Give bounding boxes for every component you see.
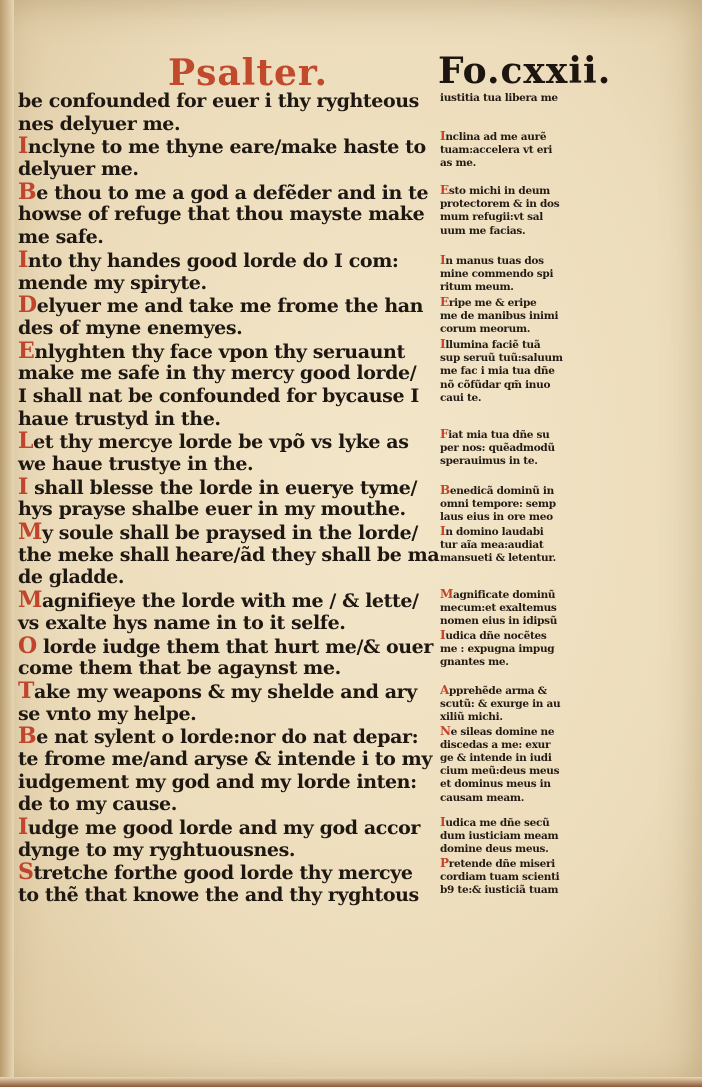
text-line	[18, 337, 432, 364]
text-line	[18, 793, 432, 816]
line-text: me safe.	[18, 226, 104, 249]
page-edge	[0, 1077, 702, 1087]
gloss-text: tuam:accelera vt eri	[440, 144, 553, 157]
gloss-line	[440, 884, 590, 897]
gloss-text: n manus tuas dos	[445, 255, 544, 267]
rubricated-initial: I	[440, 253, 446, 267]
line-text: de gladde.	[18, 566, 125, 589]
rubricated-initial: I	[440, 129, 446, 143]
gloss-text: pprehẽde arma &	[449, 685, 547, 697]
gloss-block	[440, 296, 590, 337]
gloss-line	[440, 296, 590, 310]
text-line	[18, 408, 432, 431]
line-text: I shall nat be confounded for bycause I	[18, 384, 419, 407]
line-text: vs exalte hys name in to it selfe.	[18, 611, 346, 634]
rubricated-initial: A	[440, 683, 450, 697]
gloss-text: ripe me & eripe	[448, 297, 537, 309]
line-text: to thẽ that knowe the and thy ryghtous	[18, 884, 419, 907]
gloss-text: enedicã dominũ in	[449, 485, 554, 497]
gloss-line	[440, 310, 590, 323]
line-text: hys prayse shalbe euer in my mouthe.	[18, 498, 406, 521]
gloss-text: ge & intende in iudi	[440, 752, 552, 765]
gloss-text: e sileas domine ne	[450, 725, 555, 738]
gloss-line	[440, 765, 590, 778]
text-line	[18, 385, 432, 408]
text-line	[18, 178, 432, 205]
line-text: nes delyuer me.	[18, 112, 181, 135]
rubricated-initial: I	[440, 627, 446, 642]
gloss-line	[440, 643, 590, 656]
gloss-text: nõ cõfũdar qm̃ inuo	[440, 378, 551, 391]
text-line	[18, 632, 433, 659]
line-text: elyuer me and take me frome the han	[36, 295, 424, 318]
gloss-line	[440, 711, 590, 724]
gloss-block	[440, 338, 590, 405]
gloss-block	[440, 816, 590, 897]
gloss-line	[440, 92, 590, 105]
gloss-block	[440, 254, 590, 295]
gloss-text: cium meũ:deus meus	[440, 765, 560, 778]
text-line	[18, 612, 432, 635]
gloss-line	[440, 365, 590, 378]
gloss-text: mine commendo spi	[440, 268, 554, 281]
gloss-text: as me.	[440, 157, 477, 170]
rubricated-initial: E	[18, 337, 35, 364]
gloss-text: mansueti & letentur.	[440, 552, 556, 565]
line-text: mende my spiryte.	[18, 271, 207, 294]
gloss-text: mecum:et exaltemus	[440, 602, 557, 615]
text-line	[18, 135, 432, 158]
gloss-line	[440, 684, 590, 698]
gloss-text: gnantes me.	[440, 656, 509, 669]
line-text: iudgement my god and my lorde inten:	[18, 770, 417, 793]
text-line	[18, 748, 432, 771]
gloss-line	[440, 843, 590, 856]
gloss-text: nomen eius in idipsũ	[440, 615, 558, 628]
gloss-text: sto michi in deum	[448, 185, 550, 197]
gloss-line	[440, 857, 590, 871]
text-line	[18, 703, 432, 726]
text-line	[18, 453, 432, 476]
line-text: be confounded for euer i thy ryghteous	[18, 90, 419, 112]
gloss-block	[440, 428, 590, 469]
gloss-text: udica dñe nocẽtes	[445, 629, 547, 642]
gloss-text: discedas a me: exur	[440, 738, 551, 751]
rubricated-initial: I	[18, 814, 28, 840]
gloss-text: cordiam tuam scienti	[440, 870, 560, 883]
text-line	[18, 317, 432, 340]
rubricated-initial: P	[440, 855, 449, 870]
text-line	[18, 272, 432, 295]
gloss-text: sup seruũ tuũ:saluum	[440, 352, 563, 365]
gloss-text: per nos: quẽadmodũ	[440, 442, 555, 455]
gloss-line	[440, 588, 590, 602]
text-line	[18, 362, 432, 385]
line-text: shall blesse the lorde in euerye tyme/	[27, 476, 418, 499]
gloss-block	[440, 184, 590, 238]
gloss-text: me : expugna impug	[440, 642, 555, 655]
line-text: y soule shall be praysed in the lorde/	[41, 522, 418, 545]
line-text: udge me good lorde and my god accor	[27, 817, 420, 839]
line-text: des of myne enemyes.	[18, 316, 243, 339]
gloss-text: sperauimus in te.	[440, 455, 538, 468]
text-line	[18, 113, 432, 136]
gloss-line	[440, 778, 590, 791]
gloss-text: mum refugii:vt sal	[440, 211, 543, 224]
gloss-line	[440, 198, 590, 211]
rubricated-initial: M	[440, 587, 453, 601]
gloss-text: llumina faciẽ tuã	[445, 339, 541, 351]
gloss-text: agnificate dominũ	[452, 589, 556, 601]
gloss-line	[440, 629, 590, 643]
line-text: nto thy handes good lorde do I com:	[27, 249, 399, 272]
text-line	[18, 430, 432, 453]
line-text: tretche forthe good lorde thy mercye	[33, 862, 413, 885]
line-text: we haue trustye in the.	[18, 453, 254, 475]
gloss-line	[440, 184, 590, 198]
line-text: make me safe in thy mercy good lorde/	[18, 362, 417, 385]
gloss-text: xiliũ michi.	[440, 711, 503, 724]
rubricated-initial: M	[18, 519, 42, 546]
line-text: delyuer me.	[18, 158, 139, 181]
rubricated-initial: I	[440, 337, 446, 351]
gloss-text: tur aĩa mea:audiat	[440, 538, 544, 551]
line-text: e thou to me a god a defẽder and in te	[36, 181, 429, 204]
text-line	[18, 861, 432, 884]
gloss-line	[440, 225, 590, 238]
text-line	[18, 657, 432, 680]
gloss-block	[440, 130, 590, 171]
gloss-text: uum me facias.	[440, 224, 526, 237]
gloss-text: ritum meum.	[440, 281, 514, 294]
gloss-line	[440, 830, 590, 843]
rubricated-initial: I	[440, 815, 446, 829]
gloss-line	[440, 698, 590, 711]
gloss-block	[440, 684, 590, 805]
text-line	[18, 725, 432, 748]
line-text: de to my cause.	[18, 793, 177, 816]
rubricated-initial: O	[18, 632, 37, 659]
gloss-block	[440, 484, 590, 565]
text-line	[18, 473, 432, 500]
gloss-line	[440, 725, 590, 739]
gloss-text: corum meorum.	[440, 323, 531, 336]
text-line	[18, 203, 432, 226]
gloss-text: retende dñe miseri	[448, 857, 555, 870]
gloss-line	[440, 871, 590, 884]
rubricated-initial: I	[18, 133, 28, 160]
gloss-text: iat mia tua dñe su	[448, 429, 550, 441]
gloss-line	[440, 539, 590, 552]
gloss-line	[440, 338, 590, 352]
gloss-line	[440, 323, 590, 336]
text-line	[18, 543, 440, 567]
gloss-text: causam meam.	[440, 791, 525, 804]
rubricated-initial: S	[18, 859, 34, 886]
running-head: Psalter.	[168, 52, 329, 94]
text-line	[18, 294, 432, 317]
gloss-line	[440, 442, 590, 455]
rubricated-initial: L	[18, 428, 34, 455]
gloss-text: b9 te:& iusticiã tuam	[440, 884, 559, 897]
gloss-line	[440, 352, 590, 365]
line-text: lorde iudge them that hurt me/& ouer	[36, 635, 433, 658]
main-text-column	[18, 90, 440, 907]
gloss-text: et dominus meus in	[440, 778, 551, 791]
text-line	[18, 246, 432, 273]
gloss-line	[440, 752, 590, 765]
rubricated-initial: I	[18, 246, 28, 273]
gloss-text: udica me dñe secũ	[445, 817, 550, 829]
gloss-block	[440, 588, 590, 669]
rubricated-initial: I	[440, 523, 446, 538]
gloss-line	[440, 211, 590, 224]
text-line	[18, 226, 432, 249]
gloss-line	[440, 792, 590, 805]
gloss-text: dum iusticiam meam	[440, 830, 559, 843]
line-text: et thy mercye lorde be vpõ vs lyke as	[33, 431, 409, 454]
gloss-line	[440, 602, 590, 615]
gloss-line	[440, 739, 590, 752]
text-line	[18, 839, 432, 862]
gloss-text: protectorem & in dos	[440, 198, 560, 211]
rubricated-initial: T	[18, 677, 34, 704]
line-text: the meke shall heare/ãd they shall be ma	[18, 543, 440, 566]
line-text: e nat sylent o lorde:nor do nat depar:	[36, 726, 419, 749]
gloss-text: nclina ad me aurẽ	[445, 131, 547, 143]
gloss-line	[440, 656, 590, 669]
gloss-line	[440, 281, 590, 294]
gloss-line	[440, 392, 590, 405]
gloss-text: me de manibus inimi	[440, 310, 559, 323]
text-line	[18, 498, 432, 521]
gloss-text: caui te.	[440, 391, 482, 404]
binding-gutter	[0, 0, 14, 1087]
text-line	[18, 90, 432, 113]
text-line	[18, 566, 432, 589]
text-line	[18, 771, 432, 794]
rubricated-initial: B	[440, 483, 450, 497]
line-text: nclyne to me thyne eare/make haste to	[27, 136, 426, 159]
gloss-text: iustitia tua libera me	[440, 92, 558, 104]
line-text: come them that be agaynst me.	[18, 657, 341, 680]
line-text: haue trustyd in the.	[18, 407, 221, 430]
gloss-text: laus eius in ore meo	[440, 511, 553, 524]
rubricated-initial: N	[440, 723, 451, 738]
gloss-text: scutũ: & exurge in au	[440, 698, 561, 711]
rubricated-initial: I	[18, 473, 28, 500]
line-text: howse of refuge that thou mayste make	[18, 203, 425, 226]
line-text: nlyghten thy face vpon thy seruaunt	[34, 340, 405, 363]
gloss-line	[440, 525, 590, 539]
gloss-line	[440, 552, 590, 565]
gloss-line	[440, 428, 590, 442]
gloss-text: domine deus meus.	[440, 843, 549, 856]
gloss-block	[440, 92, 590, 105]
gloss-line	[440, 484, 590, 498]
rubricated-initial: E	[440, 183, 449, 197]
text-line	[18, 521, 432, 544]
gloss-line	[440, 130, 590, 144]
gloss-line	[440, 816, 590, 830]
gloss-text: omni tempore: semp	[440, 498, 556, 511]
text-line	[18, 677, 432, 704]
gloss-text: n domino laudabi	[445, 525, 544, 538]
gloss-line	[440, 511, 590, 524]
gloss-line	[440, 144, 590, 157]
line-text: te frome me/and aryse & intende i to my	[18, 747, 432, 770]
line-text: dynge to my ryghtuousnes.	[18, 838, 296, 861]
gloss-text: me fac i mia tua dñe	[440, 365, 555, 378]
rubricated-initial: M	[18, 587, 42, 614]
line-text: ake my weapons & my shelde and ary	[33, 680, 417, 703]
gloss-line	[440, 498, 590, 511]
text-line	[18, 816, 432, 839]
gloss-line	[440, 615, 590, 628]
line-text: se vnto my helpe.	[18, 702, 197, 725]
text-line	[18, 158, 432, 181]
rubricated-initial: B	[18, 178, 37, 205]
rubricated-initial: B	[18, 723, 37, 750]
folio-number: Fo.cxxii.	[438, 50, 612, 92]
gloss-line	[440, 455, 590, 468]
line-text: agnifieye the lorde with me / & lette/	[41, 590, 419, 613]
rubricated-initial: E	[440, 295, 449, 309]
gloss-line	[440, 157, 590, 170]
text-line	[18, 884, 432, 907]
text-line	[18, 589, 432, 612]
gloss-line	[440, 268, 590, 281]
rubricated-initial: D	[18, 292, 37, 319]
gloss-line	[440, 254, 590, 268]
gloss-line	[440, 379, 590, 392]
rubricated-initial: F	[440, 427, 449, 441]
